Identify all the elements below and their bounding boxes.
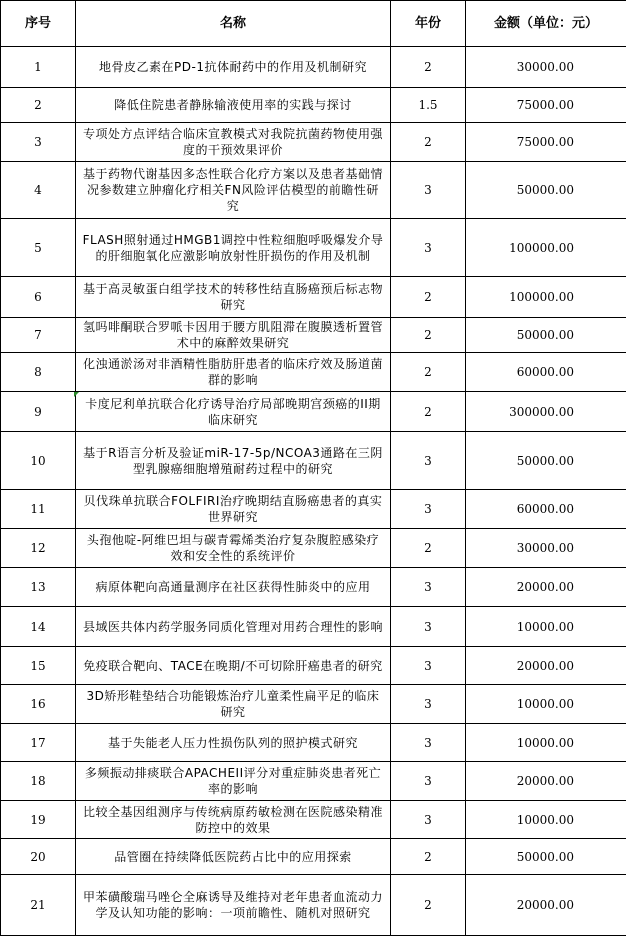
row-year: 3 [391, 685, 466, 724]
table-row [1, 875, 626, 936]
row-amount: 100000.00 [466, 277, 626, 318]
row-index: 20 [1, 839, 76, 875]
row-index: 14 [1, 607, 76, 647]
row-year: 2 [391, 875, 466, 936]
table-row [1, 219, 626, 277]
table-row [1, 647, 626, 685]
row-amount: 20000.00 [466, 568, 626, 607]
row-year: 3 [391, 801, 466, 839]
row-year: 3 [391, 490, 466, 529]
table-row [1, 353, 626, 392]
row-index: 19 [1, 801, 76, 839]
row-year: 2 [391, 318, 466, 353]
row-index: 1 [1, 47, 76, 88]
row-year: 3 [391, 762, 466, 801]
row-year: 2 [391, 353, 466, 392]
row-name: 头孢他啶-阿维巴坦与碳青霉烯类治疗复杂腹腔感染疗效和安全性的系统评价 [76, 529, 391, 568]
table-row [1, 529, 626, 568]
header-name: 名称 [76, 1, 391, 47]
row-amount: 50000.00 [466, 162, 626, 219]
table-row [1, 432, 626, 490]
row-year: 2 [391, 529, 466, 568]
row-year: 3 [391, 219, 466, 277]
header-amount: 金额（单位：元） [466, 1, 626, 47]
row-year: 2 [391, 392, 466, 432]
row-year: 3 [391, 432, 466, 490]
row-index: 21 [1, 875, 76, 936]
row-name: 氢吗啡酮联合罗哌卡因用于腰方肌阻滞在腹膜透析置管术中的麻醉效果研究 [76, 318, 391, 353]
row-index: 9 [1, 392, 76, 432]
row-index: 15 [1, 647, 76, 685]
row-name: 降低住院患者静脉输液使用率的实践与探讨 [76, 88, 391, 123]
row-amount: 30000.00 [466, 529, 626, 568]
row-name: 地骨皮乙素在PD-1抗体耐药中的作用及机制研究 [76, 47, 391, 88]
row-index: 5 [1, 219, 76, 277]
header-row [1, 1, 626, 47]
row-amount: 60000.00 [466, 353, 626, 392]
row-year: 3 [391, 607, 466, 647]
row-name: 品管圈在持续降低医院药占比中的应用探索 [76, 839, 391, 875]
row-year: 2 [391, 123, 466, 162]
row-year: 3 [391, 724, 466, 762]
row-index: 8 [1, 353, 76, 392]
row-name: 甲苯磺酸瑞马唑仑全麻诱导及维持对老年患者血流动力学及认知功能的影响：一项前瞻性、随机对照研究 [76, 875, 391, 936]
table-row [1, 123, 626, 162]
table-row [1, 839, 626, 875]
row-year: 3 [391, 162, 466, 219]
row-year: 3 [391, 568, 466, 607]
row-amount: 10000.00 [466, 607, 626, 647]
row-name: 基于失能老人压力性损伤队列的照护模式研究 [76, 724, 391, 762]
table-row [1, 607, 626, 647]
row-year: 1.5 [391, 88, 466, 123]
row-amount: 20000.00 [466, 875, 626, 936]
row-year: 3 [391, 647, 466, 685]
row-index: 12 [1, 529, 76, 568]
table-row [1, 392, 626, 432]
row-year: 2 [391, 839, 466, 875]
row-year: 2 [391, 277, 466, 318]
row-name: 贝伐珠单抗联合FOLFIRI治疗晚期结直肠癌患者的真实世界研究 [76, 490, 391, 529]
row-name: 基于高灵敏蛋白组学技术的转移性结直肠癌预后标志物研究 [76, 277, 391, 318]
row-amount: 30000.00 [466, 47, 626, 88]
row-amount: 20000.00 [466, 762, 626, 801]
table-row [1, 47, 626, 88]
row-name: 基于药物代谢基因多态性联合化疗方案以及患者基础情况参数建立肿瘤化疗相关FN风险评估模型的前瞻性研究 [76, 162, 391, 219]
row-amount: 300000.00 [466, 392, 626, 432]
row-index: 6 [1, 277, 76, 318]
row-name: 比较全基因组测序与传统病原药敏检测在医院感染精准防控中的效果 [76, 801, 391, 839]
row-index: 7 [1, 318, 76, 353]
row-name: 卡度尼利单抗联合化疗诱导治疗局部晚期宫颈癌的II期临床研究 [76, 392, 391, 432]
row-amount: 100000.00 [466, 219, 626, 277]
table-row [1, 162, 626, 219]
row-name: 3D矫形鞋垫结合功能锻炼治疗儿童柔性扁平足的临床研究 [76, 685, 391, 724]
row-amount: 75000.00 [466, 123, 626, 162]
row-index: 13 [1, 568, 76, 607]
row-year: 2 [391, 47, 466, 88]
row-name: 县域医共体内药学服务同质化管理对用药合理性的影响 [76, 607, 391, 647]
table-row [1, 685, 626, 724]
row-index: 4 [1, 162, 76, 219]
row-amount: 20000.00 [466, 647, 626, 685]
table-row [1, 318, 626, 353]
row-amount: 10000.00 [466, 724, 626, 762]
header-index: 序号 [1, 1, 76, 47]
header-year: 年份 [391, 1, 466, 47]
row-index: 2 [1, 88, 76, 123]
row-name: 病原体靶向高通量测序在社区获得性肺炎中的应用 [76, 568, 391, 607]
table-row [1, 277, 626, 318]
row-index: 10 [1, 432, 76, 490]
row-index: 17 [1, 724, 76, 762]
row-amount: 75000.00 [466, 88, 626, 123]
row-amount: 50000.00 [466, 318, 626, 353]
table-row [1, 724, 626, 762]
row-name: 专项处方点评结合临床宣教模式对我院抗菌药物使用强度的干预效果评价 [76, 123, 391, 162]
row-index: 11 [1, 490, 76, 529]
row-index: 18 [1, 762, 76, 801]
table-row [1, 490, 626, 529]
row-amount: 10000.00 [466, 685, 626, 724]
table-row [1, 762, 626, 801]
row-amount: 10000.00 [466, 801, 626, 839]
row-index: 3 [1, 123, 76, 162]
row-name: 基于R语言分析及验证miR-17-5p/NCOA3通路在三阴型乳腺癌细胞增殖耐药过程中的研究 [76, 432, 391, 490]
table-row [1, 88, 626, 123]
row-amount: 50000.00 [466, 839, 626, 875]
row-name: 免疫联合靶向、TACE在晚期/不可切除肝癌患者的研究 [76, 647, 391, 685]
row-name: 化浊通淤汤对非酒精性脂肪肝患者的临床疗效及肠道菌群的影响 [76, 353, 391, 392]
row-amount: 50000.00 [466, 432, 626, 490]
table-row [1, 801, 626, 839]
row-index: 16 [1, 685, 76, 724]
row-amount: 60000.00 [466, 490, 626, 529]
table-row [1, 568, 626, 607]
row-name: 多频振动排痰联合APACHEII评分对重症肺炎患者死亡率的影响 [76, 762, 391, 801]
cell-comment-marker [74, 392, 79, 397]
row-name: FLASH照射通过HMGB1调控中性粒细胞呼吸爆发介导的肝细胞氧化应激影响放射性肝损伤的作用及机制 [76, 219, 391, 277]
